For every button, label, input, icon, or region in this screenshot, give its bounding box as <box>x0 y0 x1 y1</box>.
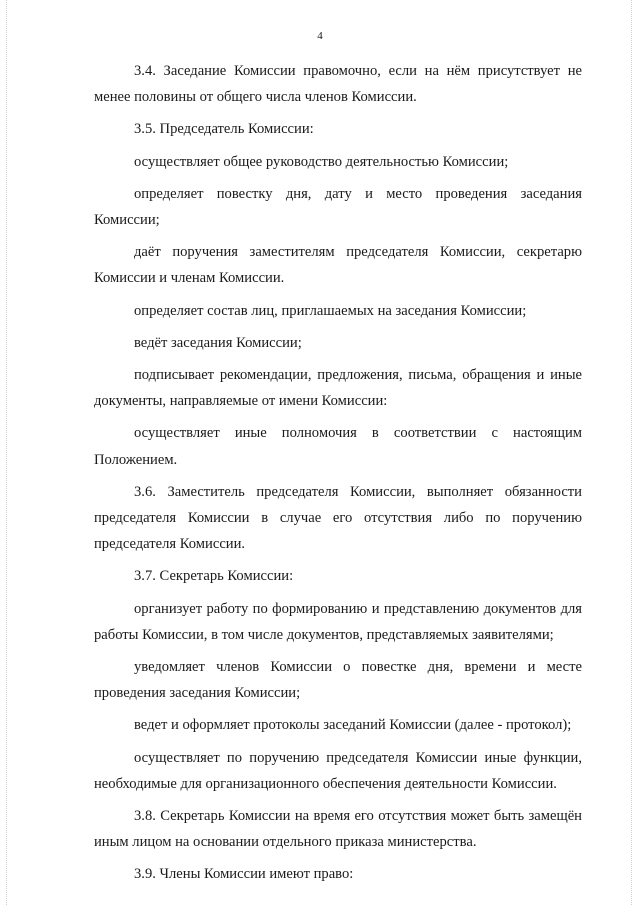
scan-edge-left <box>6 0 9 905</box>
page-number: 4 <box>317 30 323 42</box>
paragraph-signs-documents: подписывает рекомендации, предложения, письма, обращения и иные документы, направляемые от имени Комиссии: <box>94 367 582 410</box>
paragraph-other-powers: осуществляет иные полномочия в соответствии с настоящим Положением. <box>94 425 582 468</box>
paragraph-invitees: определяет состав лиц, приглашаемых на заседания Комиссии; <box>134 302 527 319</box>
paragraph-3-6: 3.6. Заместитель председателя Комиссии, выполняет обязанности председателя Комиссии в случае его отсутствия либо по поручению председателя Комиссии. <box>94 483 582 553</box>
document-body <box>94 58 582 888</box>
paragraph-general-management: осуществляет общее руководство деятельностью Комиссии; <box>134 153 509 170</box>
scan-edge-right <box>631 0 634 905</box>
paragraph-3-9: 3.9. Члены Комиссии имеют право: <box>134 866 354 883</box>
paragraph-instructions: даёт поручения заместителям председателя Комиссии, секретарю Комиссии и членам Комиссии. <box>94 244 582 287</box>
paragraph-organizes-work: организует работу по формированию и представлению документов для работы Комиссии, в том числе документов, представляемых заявителями; <box>94 600 582 643</box>
paragraph-agenda: определяет повестку дня, дату и место проведения заседания Комиссии; <box>94 185 582 229</box>
paragraph-other-functions: осуществляет по поручению председателя Комиссии иные функции, необходимые для организационного обеспечения деятельности Комиссии. <box>94 749 582 792</box>
paragraph-3-8: 3.8. Секретарь Комиссии на время его отсутствия может быть замещён иным лицом на основании отдельного приказа министерства. <box>94 808 582 851</box>
paragraph-3-4: 3.4. Заседание Комиссии правомочно, если на нём присутствует не менее половины от общего числа членов Комиссии. <box>94 63 582 106</box>
paragraph-conducts-meetings: ведёт заседания Комиссии; <box>134 334 302 351</box>
paragraph-notifies-members: уведомляет членов Комиссии о повестке дня, времени и месте проведения заседания Комиссии; <box>94 659 582 702</box>
paragraph-keeps-protocols: ведет и оформляет протоколы заседаний Комиссии (далее - протокол); <box>134 717 572 734</box>
paragraph-3-5: 3.5. Председатель Комиссии: <box>134 121 314 138</box>
paragraph-3-7: 3.7. Секретарь Комиссии: <box>134 568 294 585</box>
